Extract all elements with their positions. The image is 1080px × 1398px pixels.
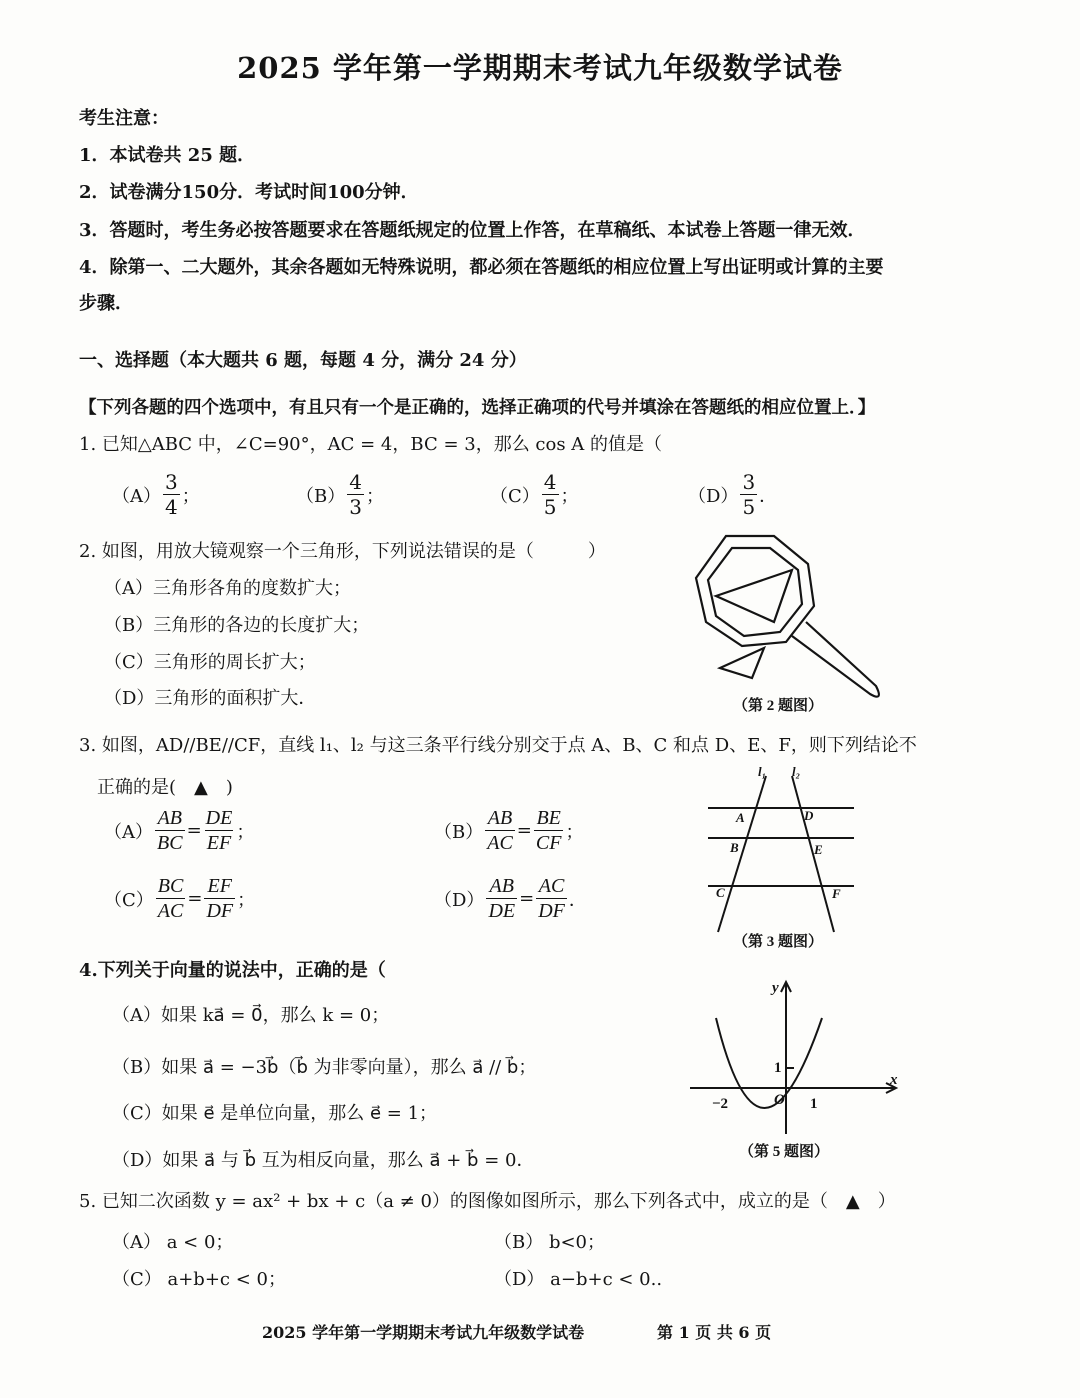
small-triangle [720,648,764,678]
q3-c-f2-den: DF [206,900,234,922]
q2-caption: （第 2 题图） [732,698,824,714]
footer-page-number: 第 1 页 共 6 页 [657,1323,772,1342]
q3-stem-continued: 正确的是( ▲ ) [97,777,233,798]
q2-magnifier-figure [680,518,900,718]
q3-d-tail: ． [568,889,587,911]
label-e: E [814,842,823,857]
q3-a-tail: ； [236,821,255,843]
x-tick-1: 1 [810,1096,818,1112]
y-axis-label: y [772,980,779,996]
label-d: D [804,808,814,823]
q5-option-a: （A） a < 0； [112,1232,234,1253]
footer-title: 2025 学年第一学期期末考试九年级数学试卷 [262,1323,585,1342]
q1-option-d [688,470,777,519]
q1-option-d-label: （D） [688,485,739,507]
q2-stem: 2. 如图，用放大镜观察一个三角形，下列说法错误的是（ ） [79,541,606,562]
q3-caption: （第 3 题图） [732,934,824,950]
q3-c-tail: ； [237,889,256,911]
q3-c-f1-num: BC [157,875,184,897]
q4-option-c: （C）如果 e⃗ 是单位向量，那么 e⃗ = 1； [112,1103,438,1124]
q1-c-denominator: 5 [543,495,557,519]
q3-b-f1-num: AB [487,807,513,829]
line-l1 [718,776,766,932]
q3-a-f2-den: EF [206,832,232,854]
q3-a-f1-num: AB [157,807,182,829]
label-f: F [832,886,841,901]
q3-option-c [104,874,255,923]
q1-option-b-label: （B） [296,485,346,507]
q1-option-a [112,470,200,519]
notice-item-4: 4．除第一、二大题外，其余各题如无特殊说明，都必须在答题纸的相应位置上写出证明或计算的主要 [79,257,884,278]
section-instruction: 【下列各题的四个选项中，有且只有一个是正确的，选择正确项的代号并填涂在答题纸的相应位置上．】 [79,398,876,418]
q3-d-eq: = [519,888,535,909]
q3-d-f2-num: AC [538,875,565,897]
q1-c-tail: ； [560,485,579,507]
label-c: C [716,885,725,900]
q2-option-c: （C）三角形的周长扩大； [104,652,316,673]
q3-option-b [434,806,583,855]
q1-stem: 1. 已知△ABC 中，∠C=90°，AC = 4，BC = 3，那么 cos A 的值是（ [79,434,663,455]
notice-item-5: 步骤． [79,293,133,314]
magnified-triangle [716,570,792,622]
q4-option-d: （D）如果 a⃗ 与 b⃗ 互为相反向量，那么 a⃗ + b⃗ = 0． [112,1150,535,1171]
q5-caption: （第 5 题图） [738,1144,830,1160]
q3-b-f1-den: AC [487,832,513,854]
q1-c-numerator: 4 [543,470,557,494]
q3-d-f1-num: AB [489,875,514,897]
q1-b-numerator: 4 [349,470,362,494]
q5-option-d: （D） a−b+c < 0.. [494,1269,663,1290]
q3-a-label: （A） [104,821,153,843]
q3-d-f1-den: DE [488,900,516,922]
q2-option-d: （D）三角形的面积扩大． [104,688,317,709]
q4-option-a: （A）如果 ka⃗ = 0⃗，那么 k = 0； [112,1005,390,1026]
x-tick-neg2: −2 [712,1096,729,1112]
q3-option-d [434,874,587,923]
q3-d-label: （D） [434,889,485,911]
origin-label: O [774,1092,785,1108]
q1-option-b [296,470,384,519]
q4-option-b: （B）如果 a⃗ = −3b⃗（b⃗ 为非零向量），那么 a⃗ // b⃗； [112,1057,537,1078]
label-l2: l₂ [792,764,801,779]
y-tick-1-label: 1 [774,1060,782,1076]
q3-stem: 3. 如图，AD//BE//CF，直线 l₁、l₂ 与这三条平行线分别交于点 A、B、C 和点 D、E、F，则下列结论不 [79,735,917,756]
q1-option-a-label: （A） [112,485,161,507]
q5-parabola-figure [684,978,906,1162]
q1-d-denominator: 5 [742,495,756,519]
q3-c-f1-den: AC [157,900,184,922]
q2-option-a: （A）三角形各角的度数扩大； [104,578,351,599]
page-title: 2025 学年第一学期期末考试九年级数学试卷 [237,51,843,85]
q5-stem: 5. 已知二次函数 y = ax² + bx + c（a ≠ 0）的图像如图所示，那么下列各式中，成立的是（ ▲ ） [79,1191,896,1212]
q3-d-f2-den: DF [538,900,565,922]
q5-option-b: （B） b<0； [494,1232,606,1253]
q3-option-a [104,806,254,855]
q5-option-c: （C） a+b+c < 0； [112,1269,286,1290]
q3-b-tail: ； [565,821,584,843]
q3-c-eq: = [187,888,203,909]
q1-option-c [490,470,579,519]
q1-b-denominator: 3 [349,495,362,519]
notice-heading: 考生注意： [79,108,169,129]
q1-b-tail: ； [365,485,384,507]
q2-option-b: （B）三角形的各边的长度扩大； [104,615,370,636]
section-heading: 一、选择题（本大题共 6 题，每题 4 分，满分 24 分） [79,350,527,371]
notice-item-3: 3．答题时，考生务必按答题要求在答题纸规定的位置上作答，在草稿纸、本试卷上答题一律无效． [79,220,866,241]
q1-option-c-label: （C） [490,485,540,507]
q1-a-tail: ； [181,485,200,507]
q3-c-f2-num: EF [207,875,232,897]
label-l1: l₁ [758,764,767,779]
q3-a-f2-num: DE [205,807,233,829]
magnifier-inner-rim [708,548,802,636]
line-l2 [792,776,834,932]
notice-item-1: 1．本试卷共 25 题． [79,145,256,166]
label-b: B [730,840,739,855]
q3-b-f2-num: BE [536,807,561,829]
q1-a-numerator: 3 [165,470,178,494]
q1-d-numerator: 3 [742,470,756,494]
magnifier-outer-rim [696,536,814,646]
q3-b-eq: = [516,820,532,841]
q1-a-denominator: 4 [165,495,178,519]
q3-c-label: （C） [104,889,154,911]
q4-stem: 4.下列关于向量的说法中，正确的是（ [79,960,386,981]
q1-d-tail: ． [759,485,778,507]
magnifier-handle [792,622,879,697]
q3-a-eq: = [186,820,202,841]
x-axis-label: x [890,1072,898,1088]
notice-item-2: 2．试卷满分150分．考试时间100分钟． [79,182,419,203]
label-a: A [736,810,745,825]
parabola-curve [716,1018,822,1108]
q3-b-f2-den: CF [535,832,562,854]
q3-parallel-lines-figure [700,764,860,954]
q3-b-label: （B） [434,821,484,843]
q3-a-f1-den: BC [157,832,183,854]
